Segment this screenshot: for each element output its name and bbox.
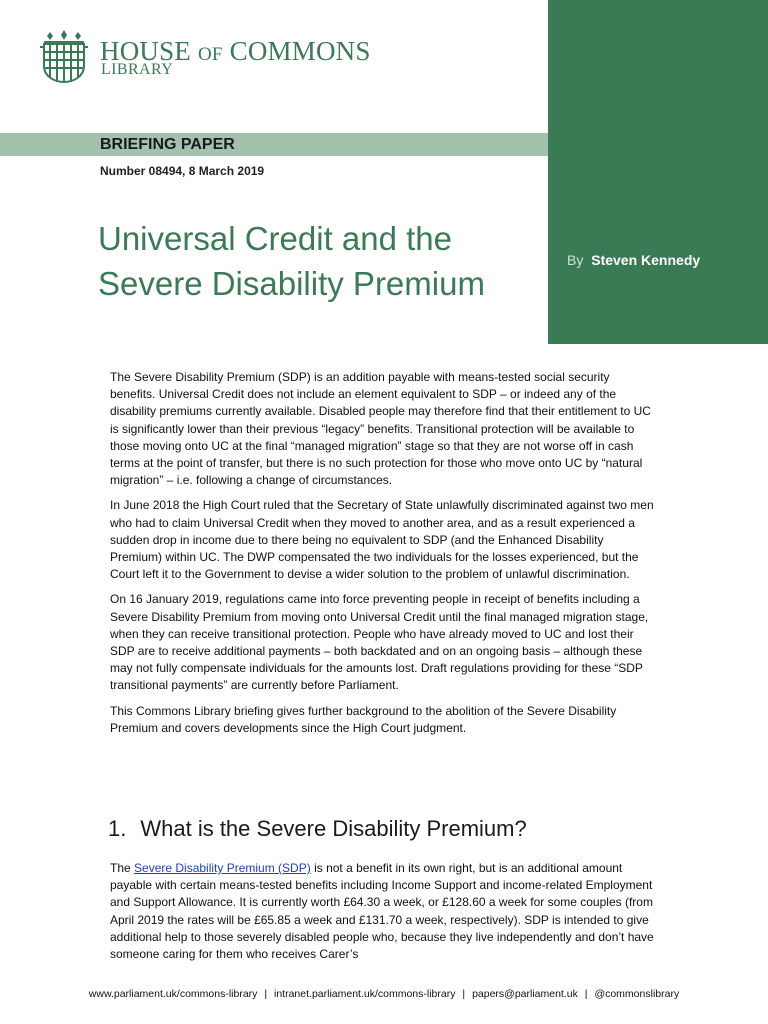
footer-link-intranet[interactable]: intranet.parliament.uk/commons-library — [274, 988, 456, 1000]
logo-subtitle: LIBRARY — [101, 61, 174, 78]
sdp-link[interactable]: Severe Disability Premium (SDP) — [134, 861, 311, 875]
logo-word-commons: COMMONS — [229, 36, 371, 66]
section-1-body — [110, 860, 655, 971]
body-prefix: The — [110, 861, 135, 875]
footer-separator: | — [584, 988, 588, 1000]
footer-link-commons-library[interactable]: www.parliament.uk/commons-library — [88, 988, 258, 1000]
summary-paragraph: This Commons Library briefing gives further background to the abolition of the Severe Disability Premium and covers developments since the High Court judgment. — [110, 703, 617, 735]
logo-word-house: HOUSE — [100, 36, 192, 66]
logo-word-of: OF — [197, 44, 223, 65]
section-title: What is the Severe Disability Premium? — [140, 816, 527, 841]
author-credit — [567, 252, 700, 268]
footer-link-twitter[interactable]: @commonslibrary — [594, 988, 680, 1000]
footer-separator: | — [462, 988, 466, 1000]
title-line-2: Severe Disability Premium — [98, 265, 485, 302]
briefing-band — [0, 133, 548, 156]
section-number: 1. — [108, 816, 127, 841]
footer-links — [0, 988, 768, 1000]
document-number: Number 08494, 8 March 2019 — [100, 164, 265, 178]
document-title — [98, 216, 538, 306]
title-line-1: Universal Credit and the — [98, 220, 453, 257]
document-type: BRIEFING PAPER — [100, 136, 235, 153]
footer-link-email[interactable]: papers@parliament.uk — [472, 988, 578, 1000]
author-name: Steven Kennedy — [591, 252, 701, 268]
header-green-block — [548, 0, 768, 344]
footer-separator: | — [264, 988, 268, 1000]
body-paragraph — [110, 860, 655, 963]
summary-section — [110, 369, 655, 745]
summary-paragraph: On 16 January 2019, regulations came into force preventing people in receipt of benefits including a Severe Disability Premium from moving onto Universal Credit until the final managed migration stage, when they can receive transitional protection. People who have already moved to UC and lost their SDP are to receive additional payments – both backdated and on an ongoing basis – although these may not fully compensate individuals for the amounts lost. Draft regulations providing for these “SDP transitional payments” are currently before Parliament. — [110, 592, 649, 693]
author-by: By — [567, 252, 584, 268]
body-text: is not a benefit in its own right, but is an additional amount payable with certain means-tested benefits including Income Support and income-related Employment and Support Allowance. It is currently worth £64.30 a week, or £128.60 a week for some couples (from April 2019 the rates will be £65.85 a week and £131.70 a week, respectively). SDP is intended to give additional help to those severely disabled people who, because they live independently and don’t have someone caring for them who receives Carer’s — [110, 861, 654, 962]
portcullis-icon — [40, 30, 88, 84]
house-of-commons-library-logo — [40, 30, 371, 90]
section-1-heading — [108, 816, 527, 842]
summary-paragraph: The Severe Disability Premium (SDP) is an addition payable with means-tested social security benefits. Universal Credit does not include an element equivalent to SDP – or indeed any of the disability premiums currently available. Disabled people may therefore find that their entitlement to UC is significantly lower than their previous “legacy” benefits. Transitional protection will be available to those moving onto UC at the final “managed migration” stage so that they are not worse off in cash terms at the point of transfer, but there is no such protection for those who move onto UC by “natural migration” – i.e. following a change of circumstances. — [110, 370, 651, 488]
summary-paragraph: In June 2018 the High Court ruled that the Secretary of State unlawfully discriminated against two men who had to claim Universal Credit when they moved to another area, and as a result experienced a sudden drop in income due to there being no equivalent to SDP (and the Enhanced Disability Premium) within UC. The DWP compensated the two individuals for the losses experienced, but the Court left it to the Government to devise a wider solution to the problem of unlawful discrimination. — [110, 498, 654, 582]
